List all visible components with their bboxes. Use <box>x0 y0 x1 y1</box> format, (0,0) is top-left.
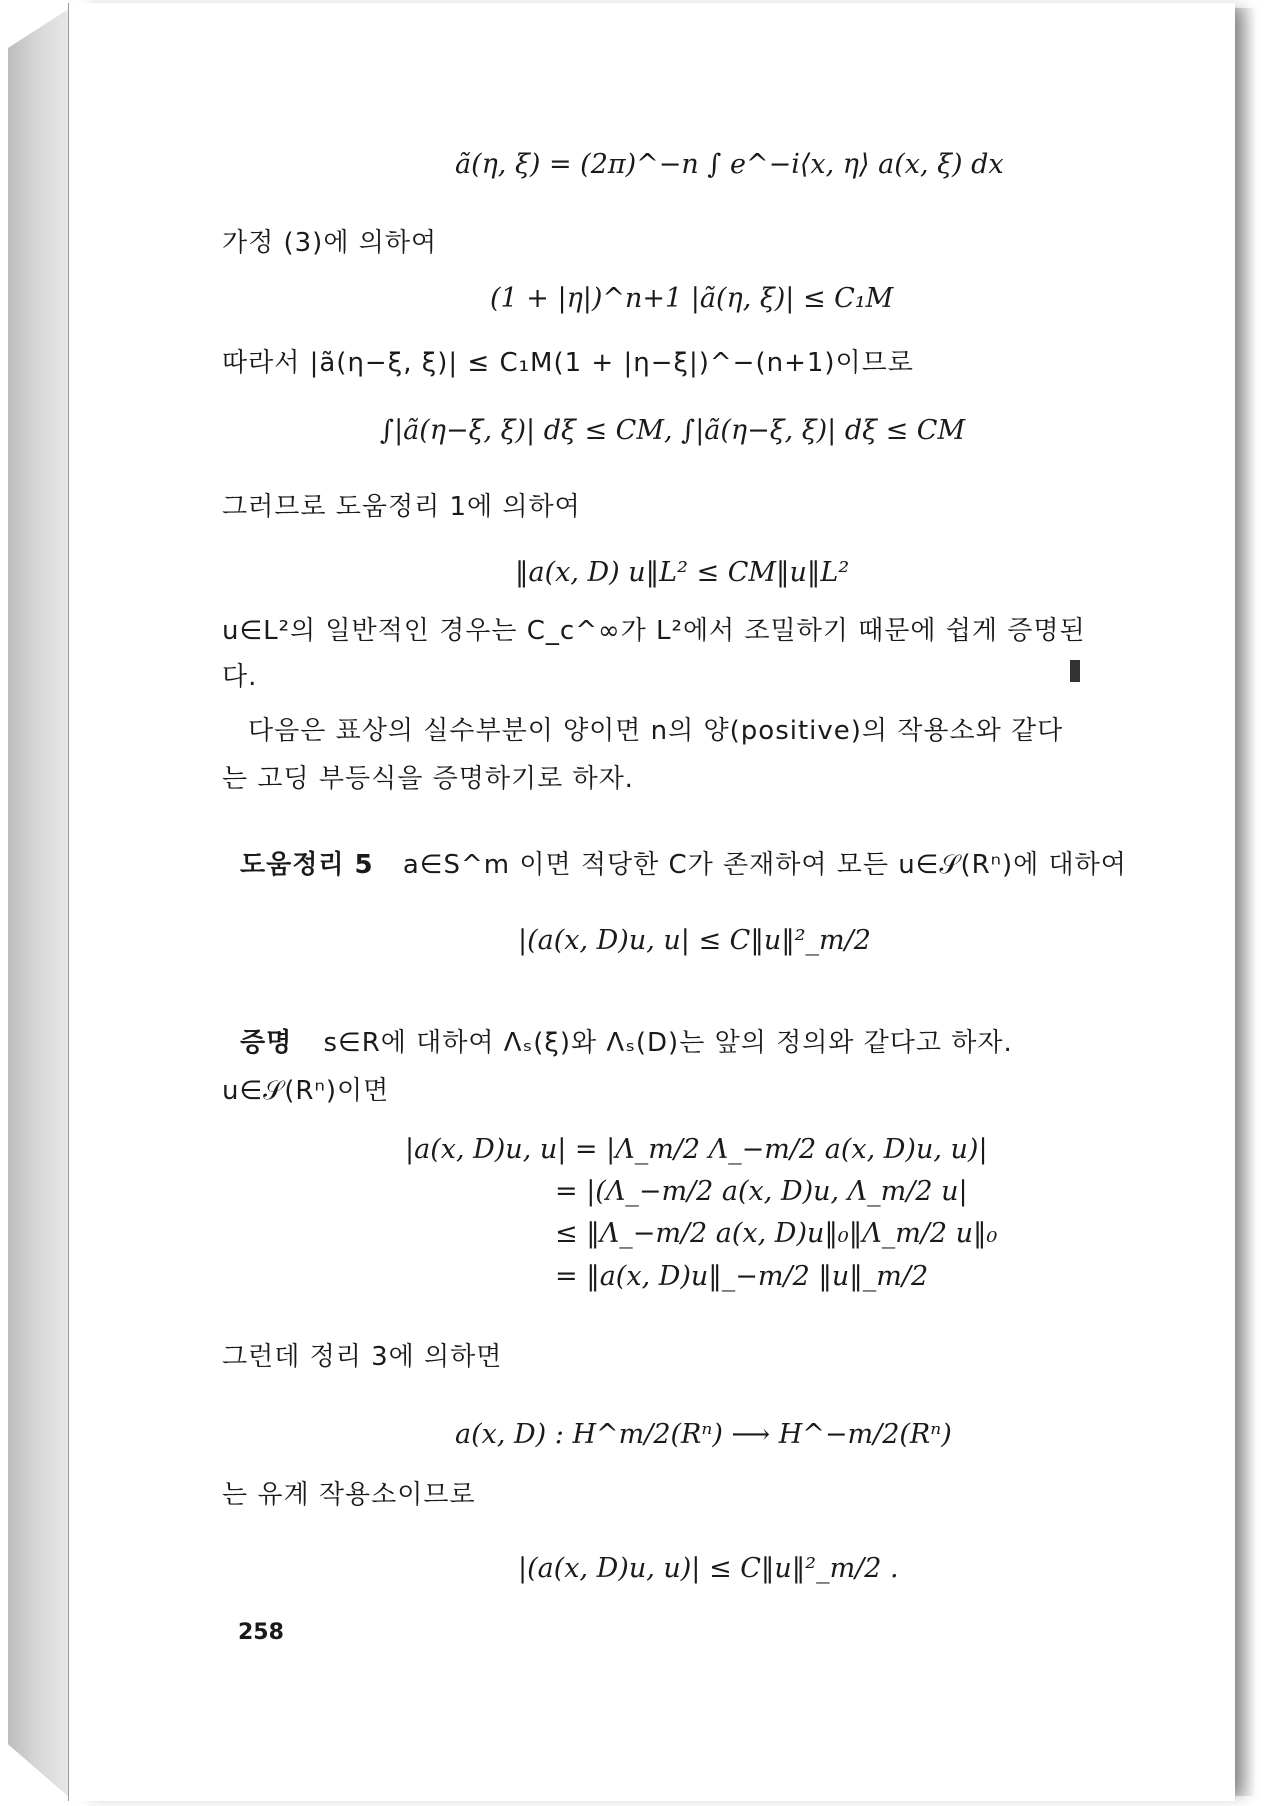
book-page <box>68 3 1235 1801</box>
equation-mapping: a(x, D) : H^m/2(Rⁿ) ⟶ H^−m/2(Rⁿ) <box>455 1419 952 1450</box>
text-line: 따라서 |ã(η−ξ, ξ)| ≤ C₁M(1 + |η−ξ|)^−(n+1)이므로 <box>222 348 914 378</box>
page-edge <box>1234 8 1256 1796</box>
equation-bound: (1 + |η|)^n+1 |ã(η, ξ)| ≤ C₁M <box>490 283 894 314</box>
text-line: 다음은 표상의 실수부분이 양이면 n의 양(positive)의 작용소와 같다 <box>248 716 1064 746</box>
book-spine <box>8 8 70 1798</box>
text-line: 그런데 정리 3에 의하면 <box>222 1342 503 1372</box>
text-line: 는 유계 작용소이므로 <box>222 1480 476 1510</box>
text-line: 다. <box>222 662 258 692</box>
text-line: 그러므로 도움정리 1에 의하여 <box>222 492 581 522</box>
equation-chain-2: = |(Λ_−m/2 a(x, D)u, Λ_m/2 u| <box>555 1176 968 1207</box>
proof-statement: s∈R에 대하여 Λₛ(ξ)와 Λₛ(D)는 앞의 정의와 같다고 하자. <box>323 1028 1013 1058</box>
equation-garding: |(a(x, D)u, u| ≤ C‖u‖²_m/2 <box>518 925 871 956</box>
equation-integral-bounds: ∫|ã(η−ξ, ξ)| dξ ≤ CM, ∫|ã(η−ξ, ξ)| dξ ≤ CM <box>380 415 966 446</box>
lemma-label: 도움정리 5 <box>240 850 374 880</box>
equation-chain-1: |a(x, D)u, u| = |Λ_m/2 Λ_−m/2 a(x, D)u, u)| <box>405 1134 988 1165</box>
proof-line <box>240 1026 1013 1060</box>
text-line: u∈L²의 일반적인 경우는 C_c^∞가 L²에서 조밀하기 때문에 쉽게 증명된 <box>222 616 1086 646</box>
lemma-statement: a∈S^m 이면 적당한 C가 존재하여 모든 u∈𝒮(Rⁿ)에 대하여 <box>402 850 1127 880</box>
proof-label: 증명 <box>240 1028 293 1058</box>
text-line: 는 고딩 부등식을 증명하기로 하자. <box>222 764 634 794</box>
equation-chain-3: ≤ ‖Λ_−m/2 a(x, D)u‖₀‖Λ_m/2 u‖₀ <box>555 1218 998 1249</box>
lemma-line <box>240 848 1127 882</box>
equation-chain-4: = ‖a(x, D)u‖_−m/2 ‖u‖_m/2 <box>555 1261 929 1292</box>
equation-l2-bound: ‖a(x, D) u‖L² ≤ CM‖u‖L² <box>515 557 850 588</box>
text-line: 가정 (3)에 의하여 <box>222 228 438 258</box>
page-number: 258 <box>238 1620 284 1645</box>
equation-conclusion: |(a(x, D)u, u)| ≤ C‖u‖²_m/2 . <box>518 1553 899 1584</box>
equation-fourier-symbol: ã(η, ξ) = (2π)^−n ∫ e^−i⟨x, η⟩ a(x, ξ) dx <box>455 149 1004 180</box>
text-line: u∈𝒮(Rⁿ)이면 <box>222 1076 390 1106</box>
qed-mark <box>1070 660 1080 682</box>
